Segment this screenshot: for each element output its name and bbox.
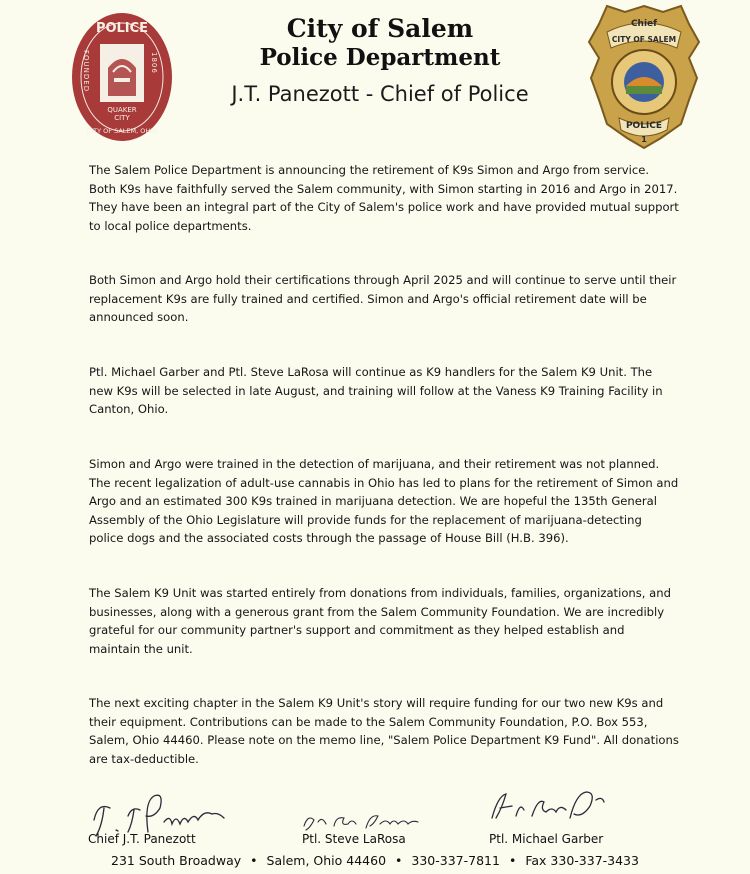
seal-bottom-text: CITY OF SALEM, OHIO [86, 127, 158, 135]
footer-separator: • [508, 853, 517, 868]
paragraph-retirement-announcement: The Salem Police Department is announcing the retirement of K9s Simon and Argo from service. Both K9s have faithfully served the Salem community, with Simon starting in 2016 and Argo in 2017. They have been an integral part of the City of Salem's police work and have provided mutual support to local police departments. [89, 163, 679, 233]
badge-number-text: 1 [641, 135, 647, 144]
city-of-salem-police-seal-icon [70, 10, 174, 144]
badge-city-text: CITY OF SALEM [611, 35, 677, 44]
seal-quaker-text: QUAKER [107, 106, 137, 114]
department-title: Police Department [259, 44, 501, 71]
footer-separator: • [250, 853, 258, 868]
footer-address-line [0, 853, 750, 868]
paragraph-certifications: Both Simon and Argo hold their certifications through April 2025 and will continue to serve until their replacement K9s are fully trained and certified. Simon and Argo's official retirement date will be announced soon. [89, 273, 677, 325]
paragraph-donations-history: The Salem K9 Unit was started entirely from donations from individuals, families, organizations, and businesses, along with a generous grant from the Salem Community Foundation. We are incredibly grateful for our community partner's support and commitment as they helped establish and maintain the unit. [89, 586, 671, 656]
footer-separator: • [395, 853, 403, 868]
chief-line: J.T. Panezott - Chief of Police [231, 82, 529, 106]
seal-founded-text: FOUNDED [82, 50, 90, 93]
signature-name-larosa: Ptl. Steve LaRosa [302, 832, 406, 846]
paragraph-handlers: Ptl. Michael Garber and Ptl. Steve LaRosa will continue as K9 handlers for the Salem K9 Unit. The new K9s will be selected in late August, and training will follow at the Vaness K9 Training Facility in Canton, Ohio. [89, 365, 663, 417]
paragraph-funding-request: The next exciting chapter in the Salem K9 Unit's story will require funding for our two new K9s and their equipment. Contributions can be made to the Salem Community Foundation, P.O. Box 553, Salem, Ohio 44460. Please note on the memo line, "Salem Police Department K9 Fund". All donations are tax-deductible. [89, 696, 679, 766]
paragraph-marijuana-detection: Simon and Argo were trained in the detection of marijuana, and their retirement was not planned. The recent legalization of adult-use cannabis in Ohio has led to plans for the retirement of Simon and Argo and an estimated 300 K9s trained in marijuana detection. We are hopeful the 135th General Assembly of the Ohio Legislature will provide funds for the replacement of marijuana-detecting police dogs and the associated costs through the passage of House Bill (H.B. 396). [89, 457, 679, 546]
footer-phone: 330-337-7811 [411, 853, 500, 868]
city-title: City of Salem [286, 14, 474, 43]
handwritten-signature-icon [486, 788, 608, 828]
signature-name-garber: Ptl. Michael Garber [489, 832, 604, 846]
signature-name-chief: Chief J.T. Panezott [88, 832, 196, 846]
footer-city: Salem, Ohio 44460 [266, 853, 387, 868]
seal-top-text: POLICE [95, 21, 149, 36]
seal-year-text: 1806 [150, 52, 158, 74]
police-chief-badge-icon [585, 2, 703, 152]
seal-city-text: CITY [114, 114, 130, 122]
badge-police-text: POLICE [625, 121, 663, 131]
footer-fax: Fax 330-337-3433 [525, 853, 639, 868]
footer-street: 231 South Broadway [111, 853, 242, 868]
badge-chief-text: Chief [630, 19, 658, 29]
